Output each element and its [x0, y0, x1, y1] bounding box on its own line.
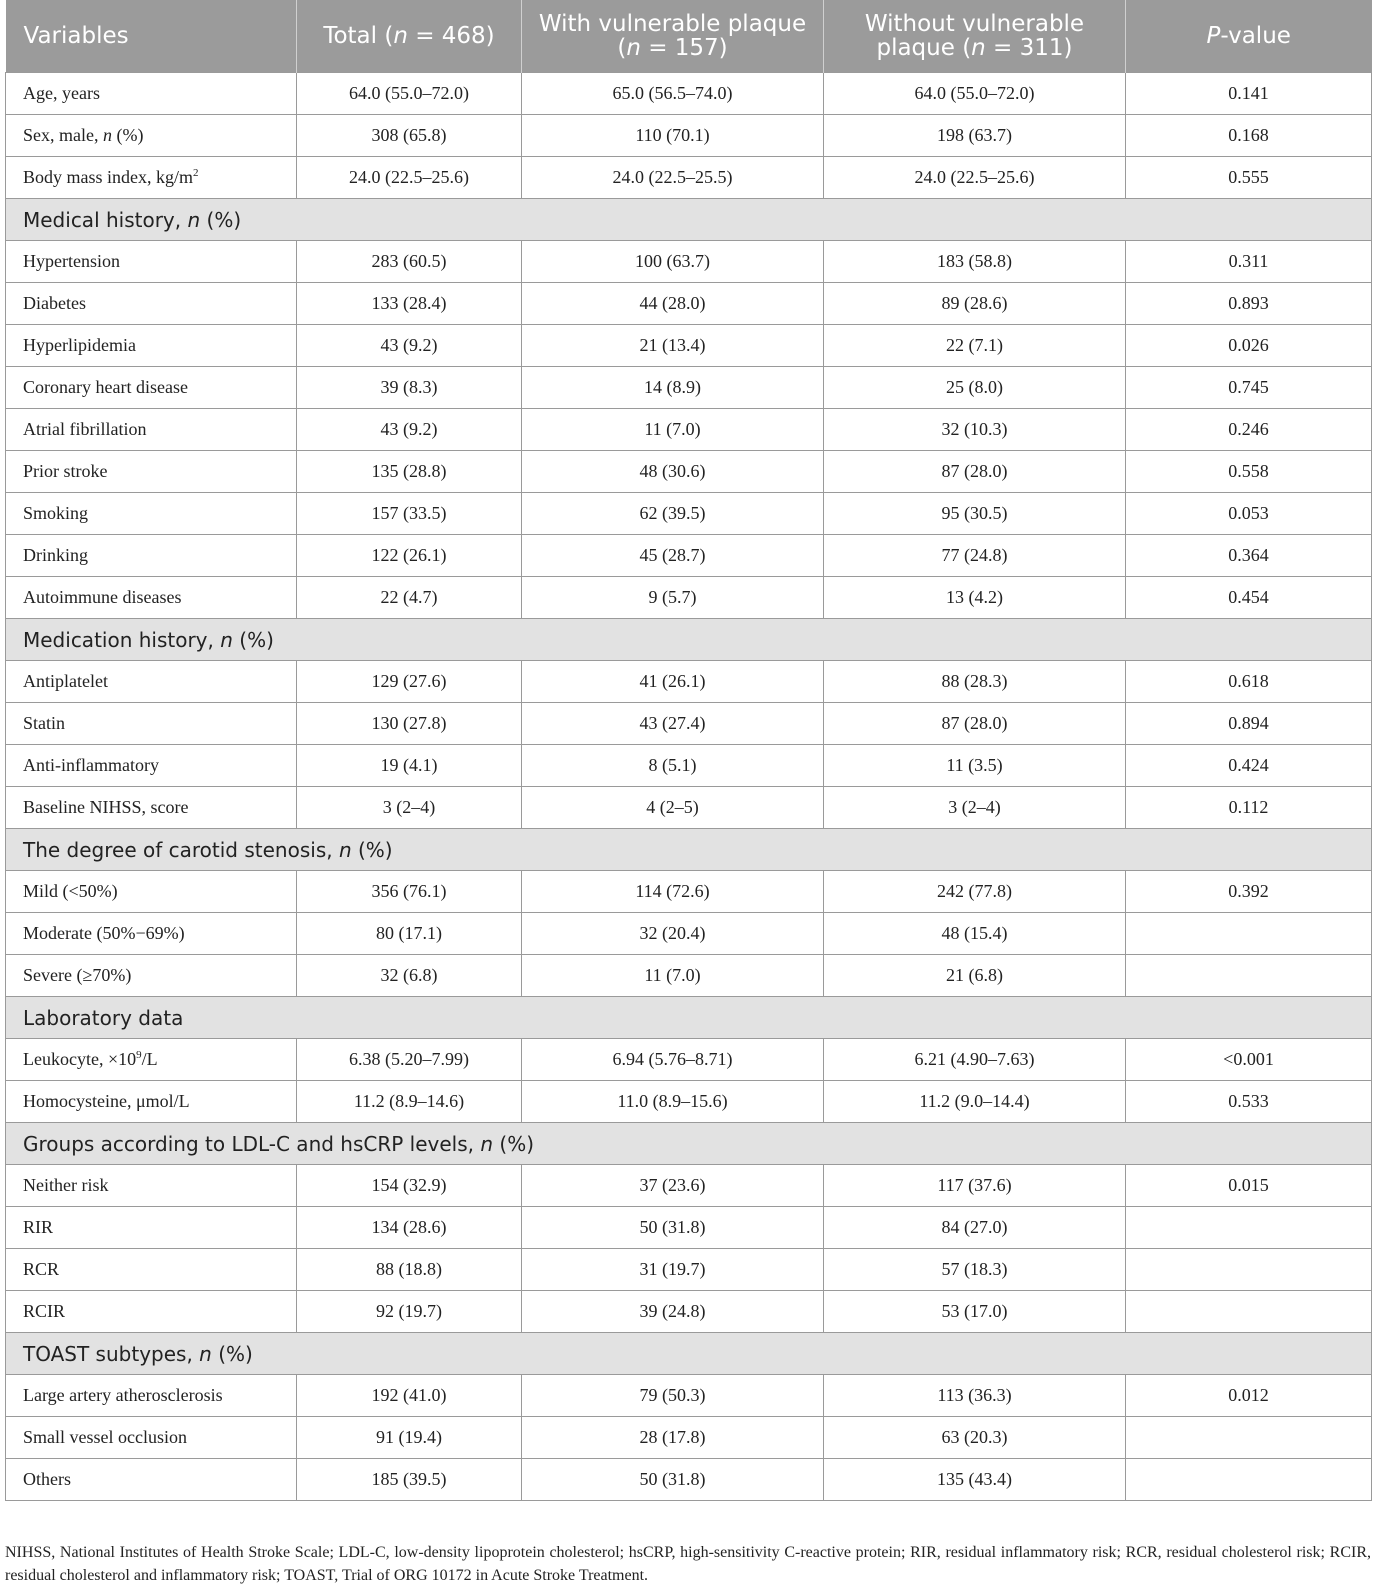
cell-total: 92 (19.7) — [297, 1291, 522, 1333]
cell-p-value: 0.893 — [1126, 283, 1372, 325]
table-row — [6, 913, 1372, 955]
cell-with-vulnerable: 9 (5.7) — [522, 577, 824, 619]
cell-p-value: 0.012 — [1126, 1375, 1372, 1417]
cell-total: 43 (9.2) — [297, 409, 522, 451]
cell-without-vulnerable: 135 (43.4) — [824, 1459, 1126, 1501]
table-row — [6, 115, 1372, 157]
cell-without-vulnerable: 53 (17.0) — [824, 1291, 1126, 1333]
cell-without-vulnerable: 77 (24.8) — [824, 535, 1126, 577]
table-row — [6, 367, 1372, 409]
cell-with-vulnerable: 21 (13.4) — [522, 325, 824, 367]
cell-variable: RIR — [6, 1207, 297, 1249]
cell-p-value: 0.424 — [1126, 745, 1372, 787]
table-row — [6, 661, 1372, 703]
table-row — [6, 241, 1372, 283]
cell-total: 19 (4.1) — [297, 745, 522, 787]
section-header-row — [6, 199, 1372, 241]
table-row — [6, 1375, 1372, 1417]
cell-p-value: <0.001 — [1126, 1039, 1372, 1081]
cell-with-vulnerable: 11 (7.0) — [522, 955, 824, 997]
section-title: The degree of carotid stenosis, n (%) — [6, 829, 1372, 871]
cell-variable: Smoking — [6, 493, 297, 535]
cell-variable: Moderate (50%−69%) — [6, 913, 297, 955]
cell-with-vulnerable: 114 (72.6) — [522, 871, 824, 913]
cell-total: 80 (17.1) — [297, 913, 522, 955]
table-row — [6, 325, 1372, 367]
cell-variable: Prior stroke — [6, 451, 297, 493]
cell-without-vulnerable: 84 (27.0) — [824, 1207, 1126, 1249]
cell-p-value — [1126, 1207, 1372, 1249]
table-row — [6, 1081, 1372, 1123]
cell-with-vulnerable: 37 (23.6) — [522, 1165, 824, 1207]
table-row — [6, 1417, 1372, 1459]
cell-without-vulnerable: 198 (63.7) — [824, 115, 1126, 157]
cell-with-vulnerable: 39 (24.8) — [522, 1291, 824, 1333]
cell-variable: Severe (≥70%) — [6, 955, 297, 997]
table-row — [6, 871, 1372, 913]
cell-without-vulnerable: 242 (77.8) — [824, 871, 1126, 913]
cell-with-vulnerable: 65.0 (56.5–74.0) — [522, 73, 824, 115]
cell-without-vulnerable: 88 (28.3) — [824, 661, 1126, 703]
cell-p-value: 0.364 — [1126, 535, 1372, 577]
section-title: Groups according to LDL-C and hsCRP levels, n (%) — [6, 1123, 1372, 1165]
table-row — [6, 157, 1372, 199]
cell-variable: Others — [6, 1459, 297, 1501]
cell-variable: Coronary heart disease — [6, 367, 297, 409]
cell-total: 88 (18.8) — [297, 1249, 522, 1291]
cell-without-vulnerable: 11 (3.5) — [824, 745, 1126, 787]
header-with-vulnerable: With vulnerable plaque (n = 157) — [522, 0, 824, 73]
cell-total: 192 (41.0) — [297, 1375, 522, 1417]
section-title: Medication history, n (%) — [6, 619, 1372, 661]
cell-variable: Statin — [6, 703, 297, 745]
cell-total: 356 (76.1) — [297, 871, 522, 913]
cell-with-vulnerable: 48 (30.6) — [522, 451, 824, 493]
cell-p-value: 0.141 — [1126, 73, 1372, 115]
cell-without-vulnerable: 183 (58.8) — [824, 241, 1126, 283]
table-body — [6, 73, 1372, 1501]
table-container — [5, 0, 1371, 1501]
table-footnote: NIHSS, National Institutes of Health Stroke Scale; LDL-C, low-density lipoprotein cholesterol; hsCRP, high-sensitivity C-reactive protein; RIR, residual inflammatory risk; RCR, residual cholesterol risk; RCIR, residual cholesterol and inflammatory risk; TOAST, Trial of ORG 10172 in Acute Stroke Treatment. — [5, 1544, 1371, 1584]
cell-variable: Hyperlipidemia — [6, 325, 297, 367]
cell-p-value: 0.618 — [1126, 661, 1372, 703]
section-header-row — [6, 619, 1372, 661]
cell-without-vulnerable: 6.21 (4.90–7.63) — [824, 1039, 1126, 1081]
cell-with-vulnerable: 43 (27.4) — [522, 703, 824, 745]
cell-variable: Mild (<50%) — [6, 871, 297, 913]
cell-p-value — [1126, 1249, 1372, 1291]
table-row — [6, 577, 1372, 619]
table-row — [6, 283, 1372, 325]
cell-variable: Sex, male, n (%) — [6, 115, 297, 157]
header-total: Total (n = 468) — [297, 0, 522, 73]
cell-without-vulnerable: 48 (15.4) — [824, 913, 1126, 955]
cell-without-vulnerable: 24.0 (22.5–25.6) — [824, 157, 1126, 199]
cell-with-vulnerable: 32 (20.4) — [522, 913, 824, 955]
cell-with-vulnerable: 14 (8.9) — [522, 367, 824, 409]
table-row — [6, 1291, 1372, 1333]
cell-with-vulnerable: 41 (26.1) — [522, 661, 824, 703]
cell-with-vulnerable: 31 (19.7) — [522, 1249, 824, 1291]
cell-p-value: 0.558 — [1126, 451, 1372, 493]
cell-with-vulnerable: 45 (28.7) — [522, 535, 824, 577]
cell-with-vulnerable: 24.0 (22.5–25.5) — [522, 157, 824, 199]
cell-with-vulnerable: 11 (7.0) — [522, 409, 824, 451]
cell-variable: Small vessel occlusion — [6, 1417, 297, 1459]
cell-with-vulnerable: 8 (5.1) — [522, 745, 824, 787]
table-row — [6, 703, 1372, 745]
cell-total: 32 (6.8) — [297, 955, 522, 997]
cell-total: 3 (2–4) — [297, 787, 522, 829]
section-title: TOAST subtypes, n (%) — [6, 1333, 1372, 1375]
cell-without-vulnerable: 22 (7.1) — [824, 325, 1126, 367]
cell-p-value — [1126, 955, 1372, 997]
table-row — [6, 451, 1372, 493]
cell-with-vulnerable: 44 (28.0) — [522, 283, 824, 325]
cell-total: 185 (39.5) — [297, 1459, 522, 1501]
cell-total: 154 (32.9) — [297, 1165, 522, 1207]
cell-variable: Baseline NIHSS, score — [6, 787, 297, 829]
cell-p-value: 0.168 — [1126, 115, 1372, 157]
cell-without-vulnerable: 13 (4.2) — [824, 577, 1126, 619]
cell-p-value: 0.533 — [1126, 1081, 1372, 1123]
cell-total: 157 (33.5) — [297, 493, 522, 535]
cell-total: 64.0 (55.0–72.0) — [297, 73, 522, 115]
cell-variable: RCR — [6, 1249, 297, 1291]
cell-variable: Diabetes — [6, 283, 297, 325]
cell-total: 6.38 (5.20–7.99) — [297, 1039, 522, 1081]
header-p-value: P-value — [1126, 0, 1372, 73]
section-header-row — [6, 1333, 1372, 1375]
cell-total: 283 (60.5) — [297, 241, 522, 283]
cell-total: 39 (8.3) — [297, 367, 522, 409]
cell-total: 22 (4.7) — [297, 577, 522, 619]
cell-p-value — [1126, 1291, 1372, 1333]
cell-variable: RCIR — [6, 1291, 297, 1333]
cell-with-vulnerable: 6.94 (5.76–8.71) — [522, 1039, 824, 1081]
cell-variable: Autoimmune diseases — [6, 577, 297, 619]
cell-p-value: 0.745 — [1126, 367, 1372, 409]
section-title: Laboratory data — [6, 997, 1372, 1039]
cell-without-vulnerable: 21 (6.8) — [824, 955, 1126, 997]
cell-with-vulnerable: 110 (70.1) — [522, 115, 824, 157]
cell-with-vulnerable: 50 (31.8) — [522, 1207, 824, 1249]
cell-p-value: 0.311 — [1126, 241, 1372, 283]
cell-total: 308 (65.8) — [297, 115, 522, 157]
cell-total: 43 (9.2) — [297, 325, 522, 367]
section-header-row — [6, 997, 1372, 1039]
cell-variable: Antiplatelet — [6, 661, 297, 703]
cell-without-vulnerable: 87 (28.0) — [824, 451, 1126, 493]
cell-variable: Hypertension — [6, 241, 297, 283]
cell-total: 122 (26.1) — [297, 535, 522, 577]
cell-total: 133 (28.4) — [297, 283, 522, 325]
cell-without-vulnerable: 63 (20.3) — [824, 1417, 1126, 1459]
table-row — [6, 1165, 1372, 1207]
table-row — [6, 1459, 1372, 1501]
cell-variable: Drinking — [6, 535, 297, 577]
cell-with-vulnerable: 100 (63.7) — [522, 241, 824, 283]
cell-variable: Anti-inflammatory — [6, 745, 297, 787]
cell-p-value: 0.026 — [1126, 325, 1372, 367]
cell-without-vulnerable: 95 (30.5) — [824, 493, 1126, 535]
cell-without-vulnerable: 32 (10.3) — [824, 409, 1126, 451]
cell-with-vulnerable: 50 (31.8) — [522, 1459, 824, 1501]
table-row — [6, 409, 1372, 451]
cell-with-vulnerable: 4 (2–5) — [522, 787, 824, 829]
cell-with-vulnerable: 62 (39.5) — [522, 493, 824, 535]
cell-total: 11.2 (8.9–14.6) — [297, 1081, 522, 1123]
header-without-vulnerable: Without vulnerable plaque (n = 311) — [824, 0, 1126, 73]
section-header-row — [6, 829, 1372, 871]
cell-variable: Atrial fibrillation — [6, 409, 297, 451]
section-header-row — [6, 1123, 1372, 1165]
cell-without-vulnerable: 11.2 (9.0–14.4) — [824, 1081, 1126, 1123]
cell-variable: Large artery atherosclerosis — [6, 1375, 297, 1417]
baseline-characteristics-table — [5, 0, 1372, 1501]
cell-variable: Age, years — [6, 73, 297, 115]
cell-total: 24.0 (22.5–25.6) — [297, 157, 522, 199]
table-row — [6, 1207, 1372, 1249]
table-row — [6, 955, 1372, 997]
header-variables: Variables — [6, 0, 297, 73]
cell-p-value — [1126, 913, 1372, 955]
cell-with-vulnerable: 11.0 (8.9–15.6) — [522, 1081, 824, 1123]
cell-p-value: 0.555 — [1126, 157, 1372, 199]
table-row — [6, 493, 1372, 535]
cell-variable: Homocysteine, μmol/L — [6, 1081, 297, 1123]
cell-total: 130 (27.8) — [297, 703, 522, 745]
table-row — [6, 73, 1372, 115]
cell-p-value: 0.454 — [1126, 577, 1372, 619]
cell-variable: Leukocyte, $\times 10^9/L$ — [6, 1039, 297, 1081]
table-row — [6, 745, 1372, 787]
cell-total: 135 (28.8) — [297, 451, 522, 493]
cell-p-value: 0.053 — [1126, 493, 1372, 535]
cell-without-vulnerable: 64.0 (55.0–72.0) — [824, 73, 1126, 115]
cell-p-value: 0.894 — [1126, 703, 1372, 745]
cell-variable: Body mass index, $kg/m^2$ — [6, 157, 297, 199]
cell-total: 91 (19.4) — [297, 1417, 522, 1459]
cell-without-vulnerable: 25 (8.0) — [824, 367, 1126, 409]
cell-p-value: 0.246 — [1126, 409, 1372, 451]
cell-p-value: 0.392 — [1126, 871, 1372, 913]
cell-with-vulnerable: 79 (50.3) — [522, 1375, 824, 1417]
cell-without-vulnerable: 3 (2–4) — [824, 787, 1126, 829]
cell-p-value: 0.015 — [1126, 1165, 1372, 1207]
cell-without-vulnerable: 89 (28.6) — [824, 283, 1126, 325]
cell-without-vulnerable: 117 (37.6) — [824, 1165, 1126, 1207]
cell-p-value — [1126, 1417, 1372, 1459]
cell-with-vulnerable: 28 (17.8) — [522, 1417, 824, 1459]
cell-without-vulnerable: 87 (28.0) — [824, 703, 1126, 745]
table-row — [6, 1249, 1372, 1291]
cell-p-value — [1126, 1459, 1372, 1501]
table-row — [6, 787, 1372, 829]
cell-without-vulnerable: 113 (36.3) — [824, 1375, 1126, 1417]
cell-total: 134 (28.6) — [297, 1207, 522, 1249]
table-row — [6, 535, 1372, 577]
cell-total: 129 (27.6) — [297, 661, 522, 703]
table-header-row — [6, 0, 1372, 73]
section-title: Medical history, n (%) — [6, 199, 1372, 241]
table-row — [6, 1039, 1372, 1081]
cell-p-value: 0.112 — [1126, 787, 1372, 829]
cell-without-vulnerable: 57 (18.3) — [824, 1249, 1126, 1291]
cell-variable: Neither risk — [6, 1165, 297, 1207]
